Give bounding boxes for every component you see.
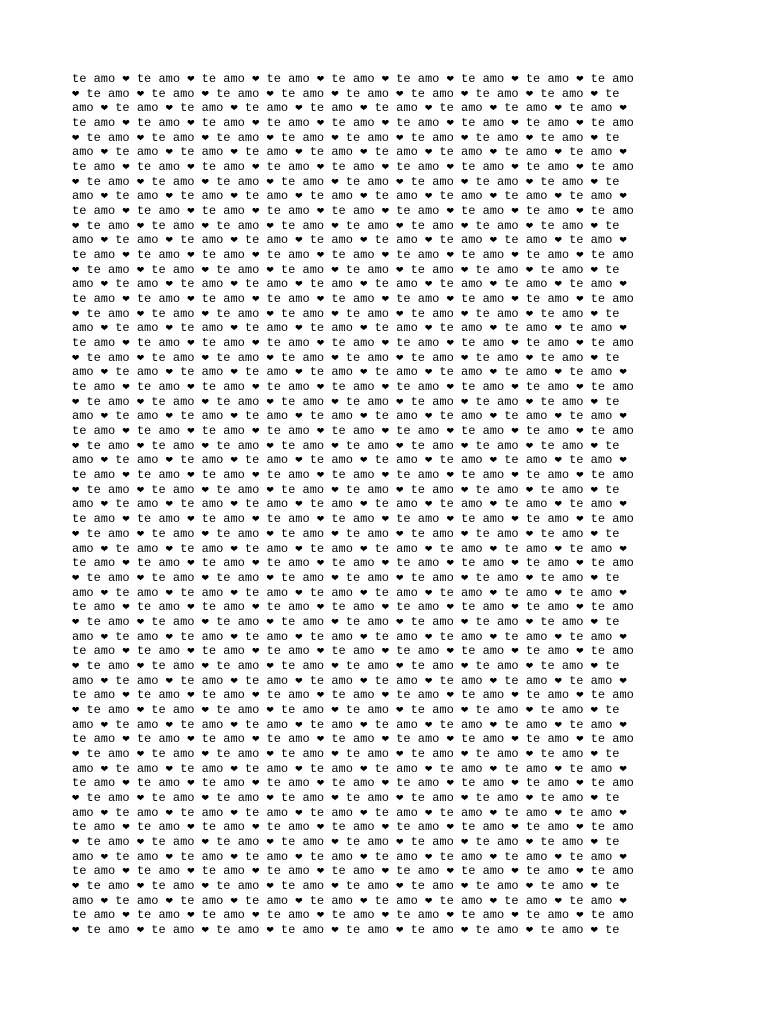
text-line: amo ❤ te amo ❤ te amo ❤ te amo ❤ te amo ❤ te amo ❤ te amo ❤ te amo ❤ te amo ❤ — [72, 673, 627, 688]
text-line: amo ❤ te amo ❤ te amo ❤ te amo ❤ te amo ❤ te amo ❤ te amo ❤ te amo ❤ te amo ❤ — [72, 541, 627, 556]
text-line: amo ❤ te amo ❤ te amo ❤ te amo ❤ te amo ❤ te amo ❤ te amo ❤ te amo ❤ te amo ❤ — [72, 101, 627, 116]
text-line: te amo ❤ te amo ❤ te amo ❤ te amo ❤ te amo ❤ te amo ❤ te amo ❤ te amo ❤ te amo — [72, 292, 634, 307]
text-line: amo ❤ te amo ❤ te amo ❤ te amo ❤ te amo ❤ te amo ❤ te amo ❤ te amo ❤ te amo ❤ — [72, 409, 627, 424]
text-line: ❤ te amo ❤ te amo ❤ te amo ❤ te amo ❤ te amo ❤ te amo ❤ te amo ❤ te amo ❤ te — [72, 746, 620, 761]
text-line: ❤ te amo ❤ te amo ❤ te amo ❤ te amo ❤ te amo ❤ te amo ❤ te amo ❤ te amo ❤ te — [72, 394, 620, 409]
text-line: te amo ❤ te amo ❤ te amo ❤ te amo ❤ te amo ❤ te amo ❤ te amo ❤ te amo ❤ te amo — [72, 600, 634, 615]
text-line: te amo ❤ te amo ❤ te amo ❤ te amo ❤ te amo ❤ te amo ❤ te amo ❤ te amo ❤ te amo — [72, 512, 634, 527]
text-line: ❤ te amo ❤ te amo ❤ te amo ❤ te amo ❤ te amo ❤ te amo ❤ te amo ❤ te amo ❤ te — [72, 130, 620, 145]
text-line: te amo ❤ te amo ❤ te amo ❤ te amo ❤ te amo ❤ te amo ❤ te amo ❤ te amo ❤ te amo — [72, 864, 634, 879]
text-line: amo ❤ te amo ❤ te amo ❤ te amo ❤ te amo ❤ te amo ❤ te amo ❤ te amo ❤ te amo ❤ — [72, 453, 627, 468]
text-line: ❤ te amo ❤ te amo ❤ te amo ❤ te amo ❤ te amo ❤ te amo ❤ te amo ❤ te amo ❤ te — [72, 174, 620, 189]
text-line: te amo ❤ te amo ❤ te amo ❤ te amo ❤ te amo ❤ te amo ❤ te amo ❤ te amo ❤ te amo — [72, 644, 634, 659]
text-line: te amo ❤ te amo ❤ te amo ❤ te amo ❤ te amo ❤ te amo ❤ te amo ❤ te amo ❤ te amo — [72, 776, 634, 791]
text-line: ❤ te amo ❤ te amo ❤ te amo ❤ te amo ❤ te amo ❤ te amo ❤ te amo ❤ te amo ❤ te — [72, 262, 620, 277]
text-line: te amo ❤ te amo ❤ te amo ❤ te amo ❤ te amo ❤ te amo ❤ te amo ❤ te amo ❤ te amo — [72, 820, 634, 835]
text-line: amo ❤ te amo ❤ te amo ❤ te amo ❤ te amo ❤ te amo ❤ te amo ❤ te amo ❤ te amo ❤ — [72, 585, 627, 600]
text-line: te amo ❤ te amo ❤ te amo ❤ te amo ❤ te amo ❤ te amo ❤ te amo ❤ te amo ❤ te amo — [72, 116, 634, 131]
text-line: ❤ te amo ❤ te amo ❤ te amo ❤ te amo ❤ te amo ❤ te amo ❤ te amo ❤ te amo ❤ te — [72, 86, 620, 101]
text-line: amo ❤ te amo ❤ te amo ❤ te amo ❤ te amo ❤ te amo ❤ te amo ❤ te amo ❤ te amo ❤ — [72, 849, 627, 864]
text-line: ❤ te amo ❤ te amo ❤ te amo ❤ te amo ❤ te amo ❤ te amo ❤ te amo ❤ te amo ❤ te — [72, 526, 620, 541]
text-line: ❤ te amo ❤ te amo ❤ te amo ❤ te amo ❤ te amo ❤ te amo ❤ te amo ❤ te amo ❤ te — [72, 306, 620, 321]
text-line: ❤ te amo ❤ te amo ❤ te amo ❤ te amo ❤ te amo ❤ te amo ❤ te amo ❤ te amo ❤ te — [72, 482, 620, 497]
text-line: te amo ❤ te amo ❤ te amo ❤ te amo ❤ te amo ❤ te amo ❤ te amo ❤ te amo ❤ te amo — [72, 248, 634, 263]
text-line: te amo ❤ te amo ❤ te amo ❤ te amo ❤ te amo ❤ te amo ❤ te amo ❤ te amo ❤ te amo — [72, 336, 634, 351]
text-line: te amo ❤ te amo ❤ te amo ❤ te amo ❤ te amo ❤ te amo ❤ te amo ❤ te amo ❤ te amo — [72, 424, 634, 439]
text-line: amo ❤ te amo ❤ te amo ❤ te amo ❤ te amo ❤ te amo ❤ te amo ❤ te amo ❤ te amo ❤ — [72, 629, 627, 644]
text-line: amo ❤ te amo ❤ te amo ❤ te amo ❤ te amo ❤ te amo ❤ te amo ❤ te amo ❤ te amo ❤ — [72, 321, 627, 336]
text-line: te amo ❤ te amo ❤ te amo ❤ te amo ❤ te amo ❤ te amo ❤ te amo ❤ te amo ❤ te amo — [72, 468, 634, 483]
text-line: amo ❤ te amo ❤ te amo ❤ te amo ❤ te amo ❤ te amo ❤ te amo ❤ te amo ❤ te amo ❤ — [72, 277, 627, 292]
text-line: amo ❤ te amo ❤ te amo ❤ te amo ❤ te amo ❤ te amo ❤ te amo ❤ te amo ❤ te amo ❤ — [72, 497, 627, 512]
text-line: te amo ❤ te amo ❤ te amo ❤ te amo ❤ te amo ❤ te amo ❤ te amo ❤ te amo ❤ te amo — [72, 908, 634, 923]
text-line: te amo ❤ te amo ❤ te amo ❤ te amo ❤ te amo ❤ te amo ❤ te amo ❤ te amo ❤ te amo — [72, 160, 634, 175]
text-line: ❤ te amo ❤ te amo ❤ te amo ❤ te amo ❤ te amo ❤ te amo ❤ te amo ❤ te amo ❤ te — [72, 570, 620, 585]
text-line: te amo ❤ te amo ❤ te amo ❤ te amo ❤ te amo ❤ te amo ❤ te amo ❤ te amo ❤ te amo — [72, 688, 634, 703]
body-text — [72, 72, 696, 938]
text-line: te amo ❤ te amo ❤ te amo ❤ te amo ❤ te amo ❤ te amo ❤ te amo ❤ te amo ❤ te amo — [72, 380, 634, 395]
text-line: amo ❤ te amo ❤ te amo ❤ te amo ❤ te amo ❤ te amo ❤ te amo ❤ te amo ❤ te amo ❤ — [72, 145, 627, 160]
text-line: ❤ te amo ❤ te amo ❤ te amo ❤ te amo ❤ te amo ❤ te amo ❤ te amo ❤ te amo ❤ te — [72, 834, 620, 849]
text-line: te amo ❤ te amo ❤ te amo ❤ te amo ❤ te amo ❤ te amo ❤ te amo ❤ te amo ❤ te amo — [72, 556, 634, 571]
text-line: amo ❤ te amo ❤ te amo ❤ te amo ❤ te amo ❤ te amo ❤ te amo ❤ te amo ❤ te amo ❤ — [72, 805, 627, 820]
text-line: ❤ te amo ❤ te amo ❤ te amo ❤ te amo ❤ te amo ❤ te amo ❤ te amo ❤ te amo ❤ te — [72, 790, 620, 805]
text-line: ❤ te amo ❤ te amo ❤ te amo ❤ te amo ❤ te amo ❤ te amo ❤ te amo ❤ te amo ❤ te — [72, 614, 620, 629]
text-line: ❤ te amo ❤ te amo ❤ te amo ❤ te amo ❤ te amo ❤ te amo ❤ te amo ❤ te amo ❤ te — [72, 438, 620, 453]
text-line: te amo ❤ te amo ❤ te amo ❤ te amo ❤ te amo ❤ te amo ❤ te amo ❤ te amo ❤ te amo — [72, 204, 634, 219]
text-line: amo ❤ te amo ❤ te amo ❤ te amo ❤ te amo ❤ te amo ❤ te amo ❤ te amo ❤ te amo ❤ — [72, 717, 627, 732]
text-line: amo ❤ te amo ❤ te amo ❤ te amo ❤ te amo ❤ te amo ❤ te amo ❤ te amo ❤ te amo ❤ — [72, 761, 627, 776]
text-line: amo ❤ te amo ❤ te amo ❤ te amo ❤ te amo ❤ te amo ❤ te amo ❤ te amo ❤ te amo ❤ — [72, 233, 627, 248]
text-line: ❤ te amo ❤ te amo ❤ te amo ❤ te amo ❤ te amo ❤ te amo ❤ te amo ❤ te amo ❤ te — [72, 350, 620, 365]
text-line: ❤ te amo ❤ te amo ❤ te amo ❤ te amo ❤ te amo ❤ te amo ❤ te amo ❤ te amo ❤ te — [72, 658, 620, 673]
text-line: amo ❤ te amo ❤ te amo ❤ te amo ❤ te amo ❤ te amo ❤ te amo ❤ te amo ❤ te amo ❤ — [72, 365, 627, 380]
text-line: ❤ te amo ❤ te amo ❤ te amo ❤ te amo ❤ te amo ❤ te amo ❤ te amo ❤ te amo ❤ te — [72, 702, 620, 717]
text-line: te amo ❤ te amo ❤ te amo ❤ te amo ❤ te amo ❤ te amo ❤ te amo ❤ te amo ❤ te amo — [72, 732, 634, 747]
text-line: amo ❤ te amo ❤ te amo ❤ te amo ❤ te amo ❤ te amo ❤ te amo ❤ te amo ❤ te amo ❤ — [72, 189, 627, 204]
text-line: te amo ❤ te amo ❤ te amo ❤ te amo ❤ te amo ❤ te amo ❤ te amo ❤ te amo ❤ te amo — [72, 72, 634, 86]
text-line: ❤ te amo ❤ te amo ❤ te amo ❤ te amo ❤ te amo ❤ te amo ❤ te amo ❤ te amo ❤ te — [72, 878, 620, 893]
text-line: amo ❤ te amo ❤ te amo ❤ te amo ❤ te amo ❤ te amo ❤ te amo ❤ te amo ❤ te amo ❤ — [72, 893, 627, 908]
text-line: ❤ te amo ❤ te amo ❤ te amo ❤ te amo ❤ te amo ❤ te amo ❤ te amo ❤ te amo ❤ te — [72, 922, 620, 937]
text-line: ❤ te amo ❤ te amo ❤ te amo ❤ te amo ❤ te amo ❤ te amo ❤ te amo ❤ te amo ❤ te — [72, 218, 620, 233]
